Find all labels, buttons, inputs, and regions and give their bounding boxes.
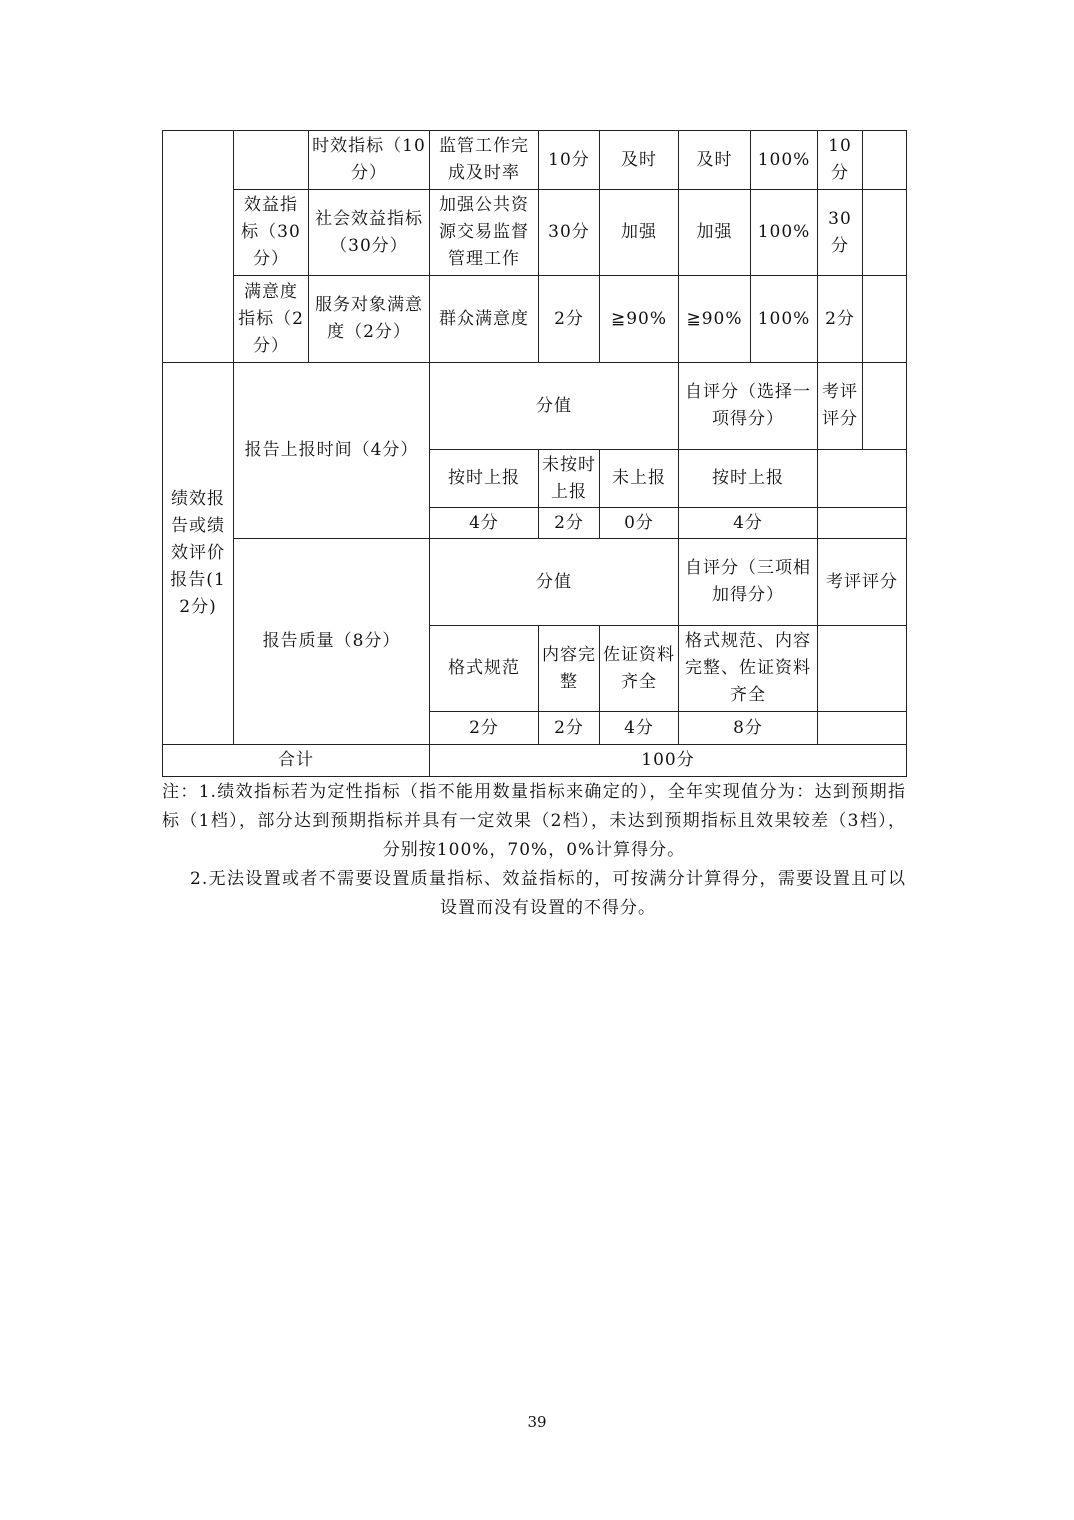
total-row — [163, 745, 907, 777]
review-cell — [818, 626, 907, 712]
level2-cell: 效益指标（30分） — [234, 190, 309, 276]
review-cell — [818, 508, 907, 539]
self-choice-cell: 格式规范、内容完整、佐证资料齐全 — [679, 626, 818, 712]
actual-cell: 加强 — [679, 190, 751, 276]
note-1: 注：1.绩效指标若为定性指标（指不能用数量指标来确定的），全年实现值分为：达到预期指标（1档），部分达到预期指标并具有一定效果（2档），未达到预期指标且效果较差（3档），分别按100%，70%，0%计算得分。 — [162, 782, 906, 860]
option-cell: 内容完整 — [539, 626, 600, 712]
level3-cell: 服务对象满意度（2分） — [309, 276, 430, 363]
self-score-cell: 10分 — [818, 131, 863, 190]
indicator-row-benefit — [163, 190, 907, 276]
self-score-header: 自评分（三项相加得分） — [679, 539, 818, 626]
rate-cell: 100% — [751, 190, 818, 276]
score-table-wrapper — [162, 130, 906, 777]
content-cell: 加强公共资源交易监督管理工作 — [430, 190, 539, 276]
review-score-cell — [863, 131, 907, 190]
report-timing-header-row — [163, 363, 907, 450]
option-cell: 未上报 — [600, 450, 679, 508]
note-2: 2.无法设置或者不需要设置质量指标、效益指标的，可按满分计算得分，需要设置且可以设置而没有设置的不得分。 — [190, 869, 906, 918]
self-score-cell: 4分 — [679, 508, 818, 539]
target-cell: ≧90% — [600, 276, 679, 363]
level2-cell: 满意度指标（2分） — [234, 276, 309, 363]
option-cell: 未按时上报 — [539, 450, 600, 508]
level2-cell — [234, 131, 309, 190]
actual-cell: 及时 — [679, 131, 751, 190]
rate-cell: 100% — [751, 276, 818, 363]
option-cell: 格式规范 — [430, 626, 539, 712]
total-label: 合计 — [163, 745, 430, 777]
option-score-cell: 0分 — [600, 508, 679, 539]
report-section-label: 绩效报告或绩效评价报告(12分) — [163, 363, 234, 745]
option-score-cell: 4分 — [600, 712, 679, 745]
option-score-cell: 2分 — [539, 508, 600, 539]
indicator-row-timeliness — [163, 131, 907, 190]
notes-section — [162, 778, 906, 923]
score-cell: 10分 — [539, 131, 600, 190]
target-cell: 及时 — [600, 131, 679, 190]
empty-cell — [863, 363, 907, 450]
report-quality-header-row — [163, 539, 907, 626]
value-header: 分值 — [430, 539, 679, 626]
score-cell: 2分 — [539, 276, 600, 363]
content-cell: 监管工作完成及时率 — [430, 131, 539, 190]
score-cell: 30分 — [539, 190, 600, 276]
level1-cell-empty — [163, 131, 234, 363]
value-header: 分值 — [430, 363, 679, 450]
actual-cell: ≧90% — [679, 276, 751, 363]
self-score-cell: 30分 — [818, 190, 863, 276]
review-score-header: 考评评分 — [818, 363, 863, 450]
option-score-cell: 4分 — [430, 508, 539, 539]
performance-score-table — [162, 130, 907, 777]
rate-cell: 100% — [751, 131, 818, 190]
report-timing-label: 报告上报时间（4分） — [234, 363, 430, 539]
option-score-cell: 2分 — [430, 712, 539, 745]
option-score-cell: 2分 — [539, 712, 600, 745]
content-cell: 群众满意度 — [430, 276, 539, 363]
target-cell: 加强 — [600, 190, 679, 276]
review-score-cell — [863, 190, 907, 276]
page-number: 39 — [527, 1413, 547, 1431]
option-cell: 佐证资料齐全 — [600, 626, 679, 712]
self-score-header: 自评分（选择一项得分） — [679, 363, 818, 450]
total-value: 100分 — [430, 745, 907, 777]
review-cell — [818, 450, 907, 508]
report-quality-label: 报告质量（8分） — [234, 539, 430, 745]
indicator-row-satisfaction — [163, 276, 907, 363]
option-cell: 按时上报 — [430, 450, 539, 508]
self-score-cell: 2分 — [818, 276, 863, 363]
self-score-cell: 8分 — [679, 712, 818, 745]
review-cell — [818, 712, 907, 745]
level3-cell: 社会效益指标（30分） — [309, 190, 430, 276]
level3-cell: 时效指标（10分） — [309, 131, 430, 190]
self-choice-cell: 按时上报 — [679, 450, 818, 508]
review-score-header: 考评评分 — [818, 539, 907, 626]
review-score-cell — [863, 276, 907, 363]
